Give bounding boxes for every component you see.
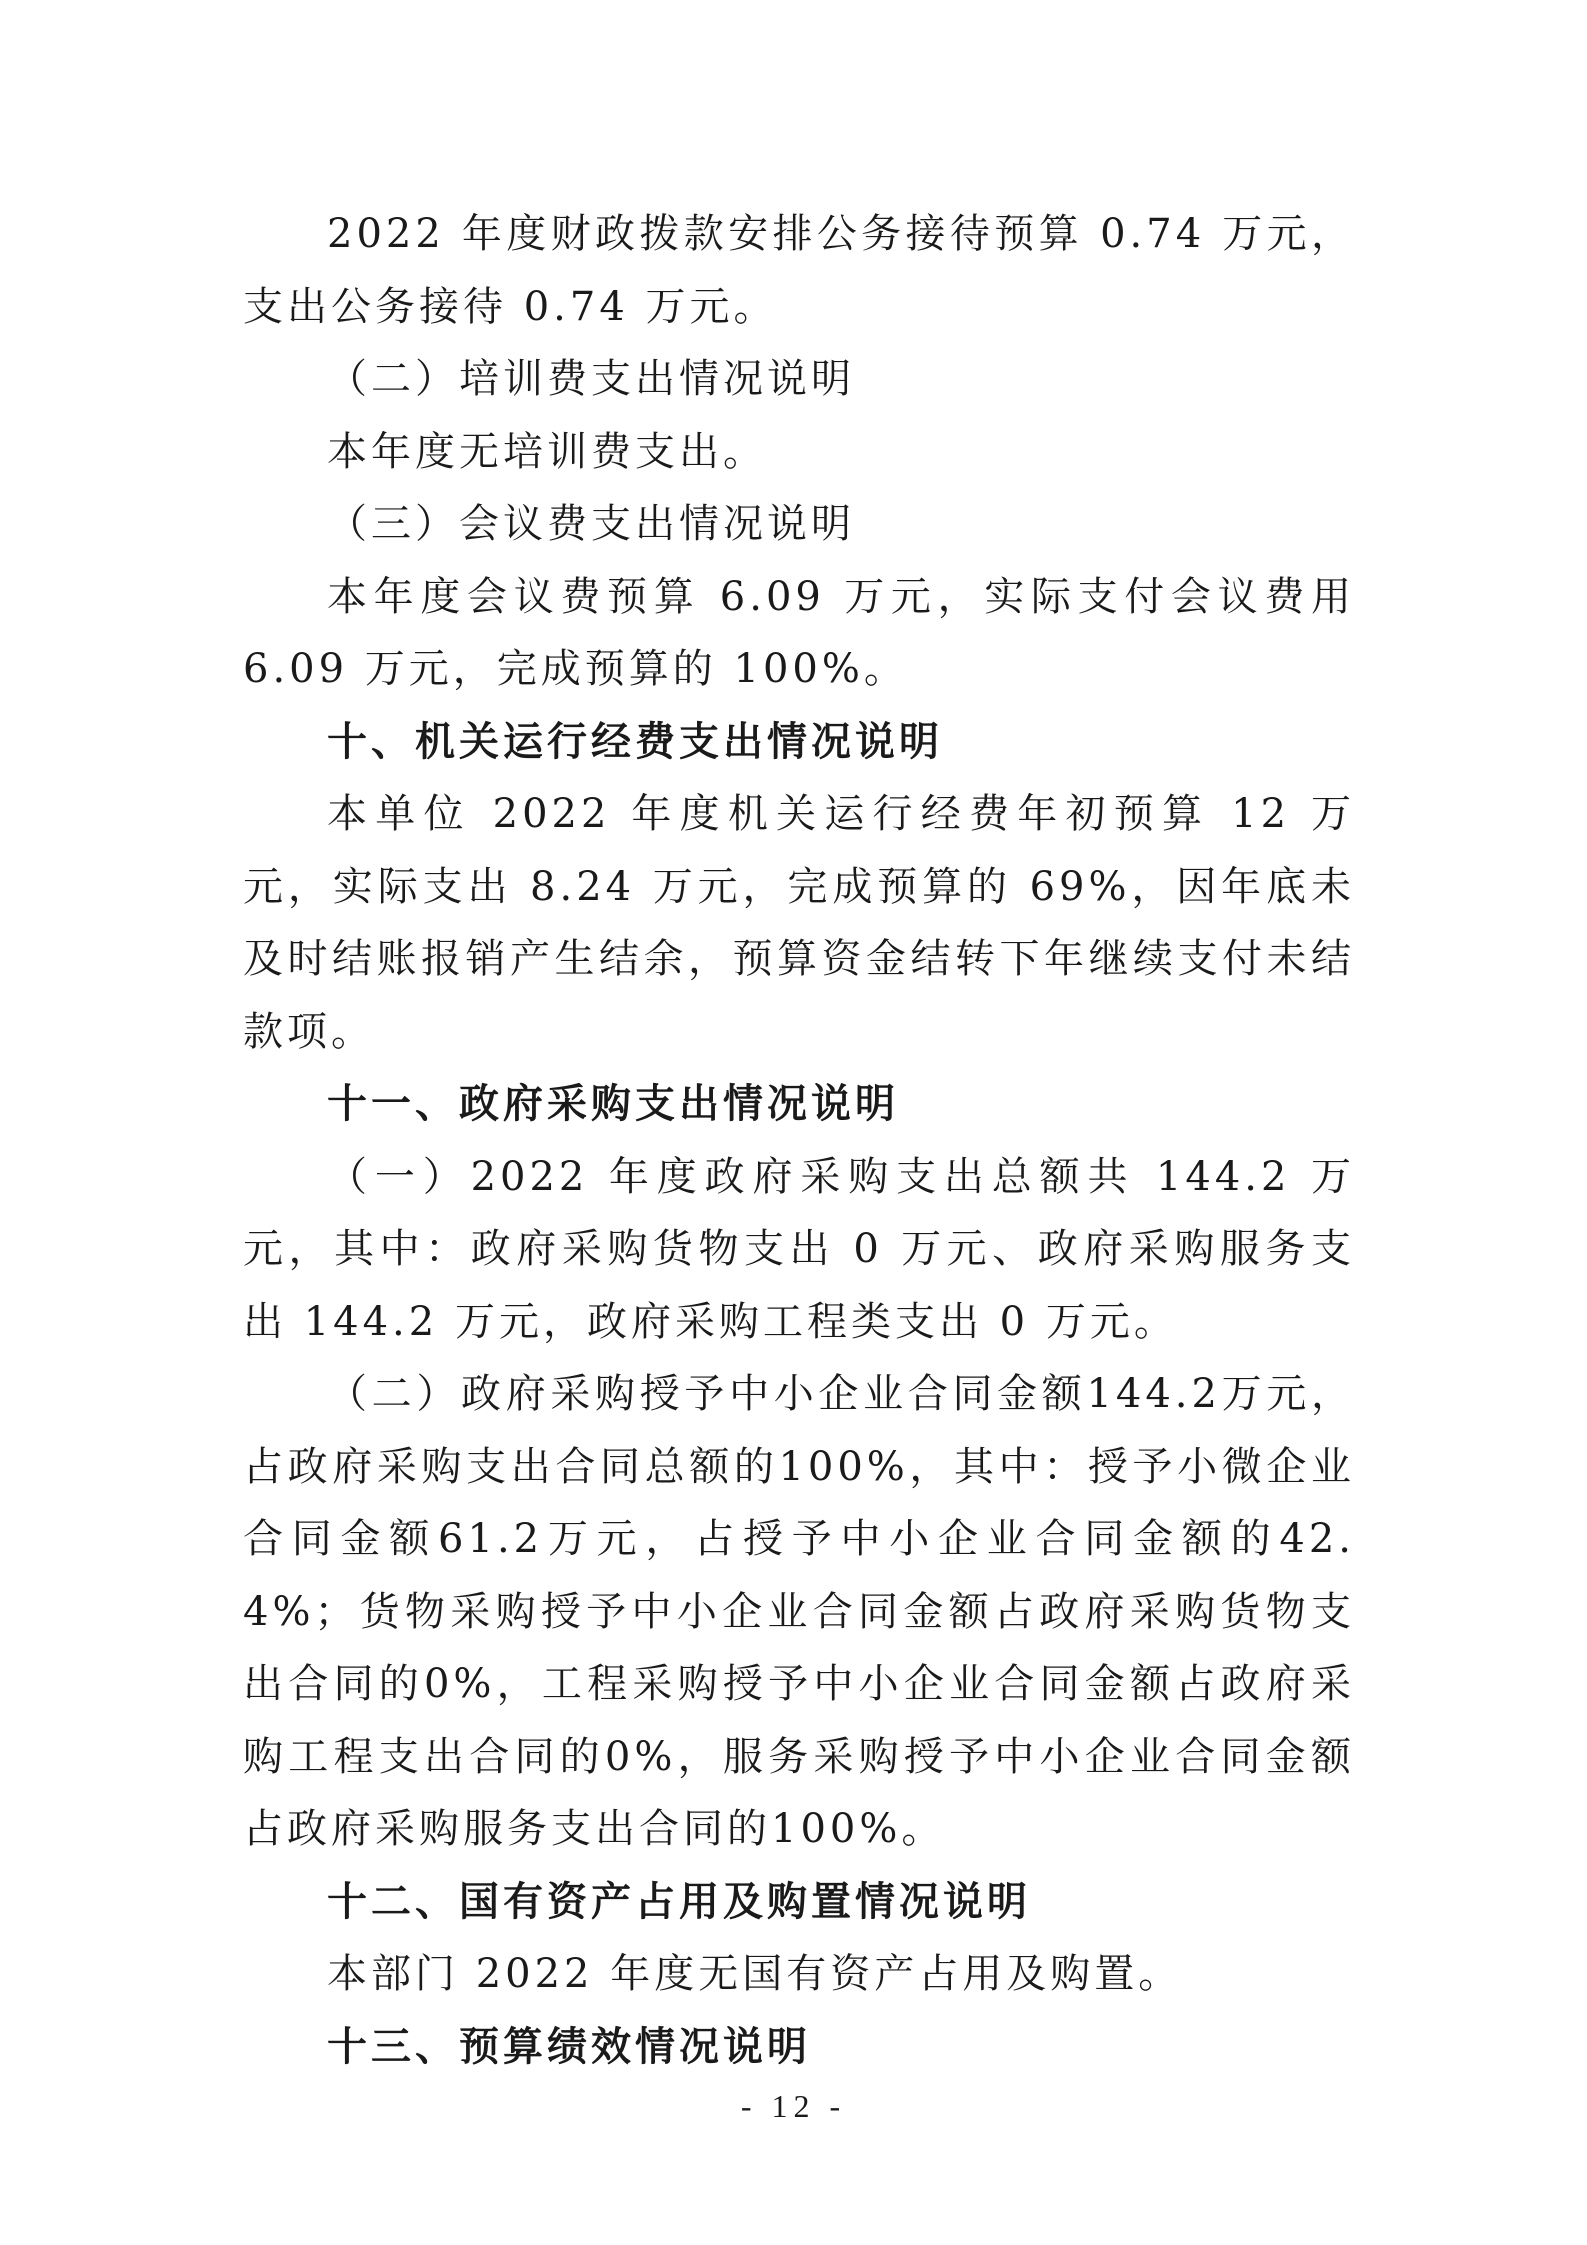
document-body [243,198,1355,2083]
paragraph-meeting-fees: 本年度会议费预算 6.09 万元，实际支付会议费用 6.09 万元，完成预算的 100%。 [243,573,1355,692]
subheading-meeting-fees: （三）会议费支出情况说明 [327,501,855,547]
paragraph-training-fees: 本年度无培训费支出。 [327,428,767,475]
subheading-training-fees: （二）培训费支出情况说明 [327,356,855,402]
section-heading-13: 十三、预算绩效情况说明 [327,2023,811,2070]
paragraph-reception-budget: 2022 年度财政拨款安排公务接待预算 0.74 万元，支出公务接待 0.74 万元。 [243,211,1355,330]
paragraph-procurement-sme: （二）政府采购授予中小企业合同金额144.2万元，占政府采购支出合同总额的100%，其中：授予小微企业合同金额61.2万元，占授予中小企业合同金额的42.4%；货物采购授予中小企业合同金额占政府采购货物支出合同的0%，工程采购授予中小企业合同金额占政府采购工程支出合同的0%，服务采购授予中小企业合同金额占政府采购服务支出合同的100%。 [243,1371,1355,1852]
page-number: - 12 - [740,2088,847,2124]
section-heading-11: 十一、政府采购支出情况说明 [327,1081,899,1127]
paragraph-procurement-total: （一）2022 年度政府采购支出总额共 144.2 万元，其中：政府采购货物支出 0 万元、政府采购服务支出 144.2 万元，政府采购工程类支出 0 万元。 [243,1153,1355,1345]
paragraph-operating-expenses: 本单位 2022 年度机关运行经费年初预算 12 万元，实际支出 8.24 万元，完成预算的 69%，因年底未及时结账报销产生结余，预算资金结转下年继续支付未结款项。 [243,791,1355,1055]
section-heading-10: 十、机关运行经费支出情况说明 [327,718,943,765]
paragraph-state-assets: 本部门 2022 年度无国有资产占用及购置。 [327,1951,1183,1997]
section-heading-12: 十二、国有资产占用及购置情况说明 [327,1878,1031,1925]
